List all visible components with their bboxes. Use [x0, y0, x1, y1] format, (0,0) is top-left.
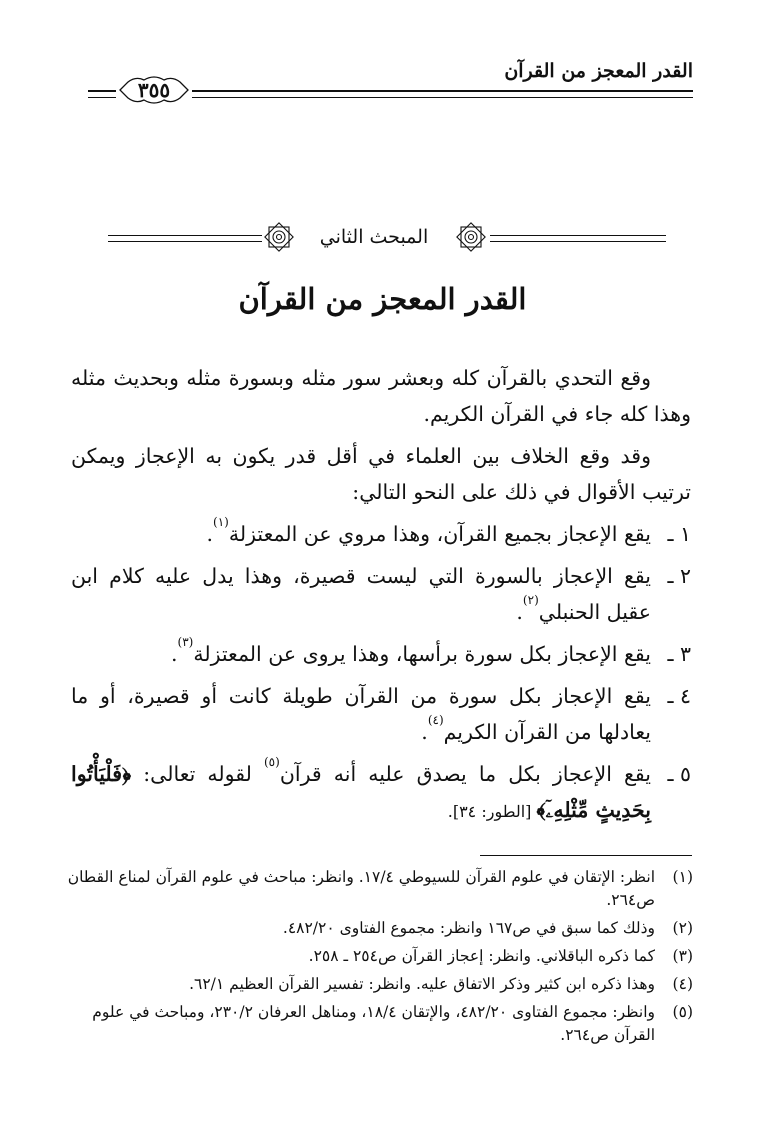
footnote-text: كما ذكره الباقلاني. وانظر: إعجاز القرآن ص٢٥٤ ـ ٢٥٨. — [308, 947, 655, 965]
quran-quote: ﴿فَلْيَأْتُوا بِحَدِيثٍ مِّثْلِهِۦٓ﴾ — [71, 762, 651, 822]
header-rule — [192, 90, 693, 98]
footnotes — [67, 866, 693, 1052]
item-text-tail: . — [170, 642, 178, 666]
page-number-badge — [116, 74, 192, 106]
footnote-text: وهذا ذكره ابن كثير وذكر الاتفاق عليه. وانظر: تفسير القرآن العظيم ٦٢/١. — [189, 975, 655, 993]
footnote-text: وانظر: مجموع الفتاوى ٤٨٢/٢٠، والإتقان ١٨/٤، ومناهل العرفان ٢٣٠/٢، ومباحث في علوم القرآن ص٢٦٤. — [92, 1003, 655, 1044]
section-rule-right — [490, 235, 666, 242]
footnote-ref[interactable]: (١) — [213, 515, 229, 529]
paragraph: وقع التحدي بالقرآن كله وبعشر سور مثله وبسورة مثله وبحديث مثله وهذا كله جاء في القرآن الكريم. — [71, 366, 691, 426]
footnote-number: (١) — [672, 868, 693, 886]
opinions-list — [71, 516, 691, 830]
footnote-ref[interactable]: (٤) — [427, 713, 444, 727]
body-text — [71, 360, 691, 836]
footnote-number: (٤) — [672, 975, 693, 993]
item-number: ٣ ـ — [667, 642, 691, 666]
list-item — [71, 756, 691, 830]
footnote-number: (٣) — [672, 947, 693, 965]
list-item — [71, 636, 691, 672]
item-text: يقع الإعجاز بالسورة التي ليست قصيرة، وهذا يدل عليه كلام ابن عقيل الحنبلي — [71, 564, 651, 624]
item-text: يقع الإعجاز بكل سورة برأسها، وهذا يروى عن المعتزلة — [193, 642, 651, 666]
footnote — [67, 866, 693, 912]
item-text: يقع الإعجاز بكل ما يصدق عليه أنه قرآن — [279, 762, 651, 786]
running-title: القدر المعجز من القرآن — [504, 60, 693, 82]
footnote-text: انظر: الإتقان في علوم القرآن للسيوطي ١٧/٤. وانظر: مباحث في علوم القرآن لمناع القطان ص٢٦٤. — [67, 868, 655, 909]
page-number: ٣٥٥ — [137, 78, 171, 102]
footnote — [67, 945, 693, 968]
item-number: ٢ ـ — [667, 564, 691, 588]
section-label: المبحث الثاني — [319, 226, 429, 248]
section-rule-left — [108, 235, 262, 242]
list-item — [71, 516, 691, 552]
chapter-title: القدر المعجز من القرآن — [238, 282, 527, 316]
paragraph: وقد وقع الخلاف بين العلماء في أقل قدر يكون به الإعجاز ويمكن ترتيب الأقوال في ذلك على النحو التالي: — [71, 444, 691, 504]
item-text-tail: لقوله تعالى: — [131, 762, 264, 786]
item-text: يقع الإعجاز بجميع القرآن، وهذا مروي عن المعتزلة — [228, 522, 651, 546]
item-text: يقع الإعجاز بكل سورة من القرآن طويلة كانت أو قصيرة، أو ما يعادلها من القرآن الكريم — [71, 684, 651, 744]
header-rule-left — [88, 90, 116, 98]
item-number: ٤ ـ — [667, 684, 691, 708]
footnote — [67, 917, 693, 940]
item-text-tail: . — [206, 522, 214, 546]
star-ornament-icon — [454, 220, 488, 254]
footnote-ref[interactable]: (٣) — [177, 635, 194, 649]
footnote-ref[interactable]: (٥) — [263, 755, 280, 769]
item-text-tail: . — [516, 600, 523, 624]
list-item — [71, 558, 691, 630]
footnote-text: وذلك كما سبق في ص١٦٧ وانظر: مجموع الفتاوى ٤٨٢/٢٠. — [282, 919, 655, 937]
item-number: ٥ ـ — [667, 762, 691, 786]
footnote — [67, 1001, 693, 1047]
verse-reference: [الطور: ٣٤]. — [447, 802, 537, 821]
item-number: ١ ـ — [667, 522, 691, 546]
footnote-number: (٥) — [672, 1003, 693, 1021]
footnote-separator — [480, 855, 692, 856]
list-item — [71, 678, 691, 750]
footnote-ref[interactable]: (٢) — [522, 593, 539, 607]
item-text-tail: . — [421, 720, 428, 744]
footnote — [67, 973, 693, 996]
footnote-number: (٢) — [672, 919, 693, 937]
